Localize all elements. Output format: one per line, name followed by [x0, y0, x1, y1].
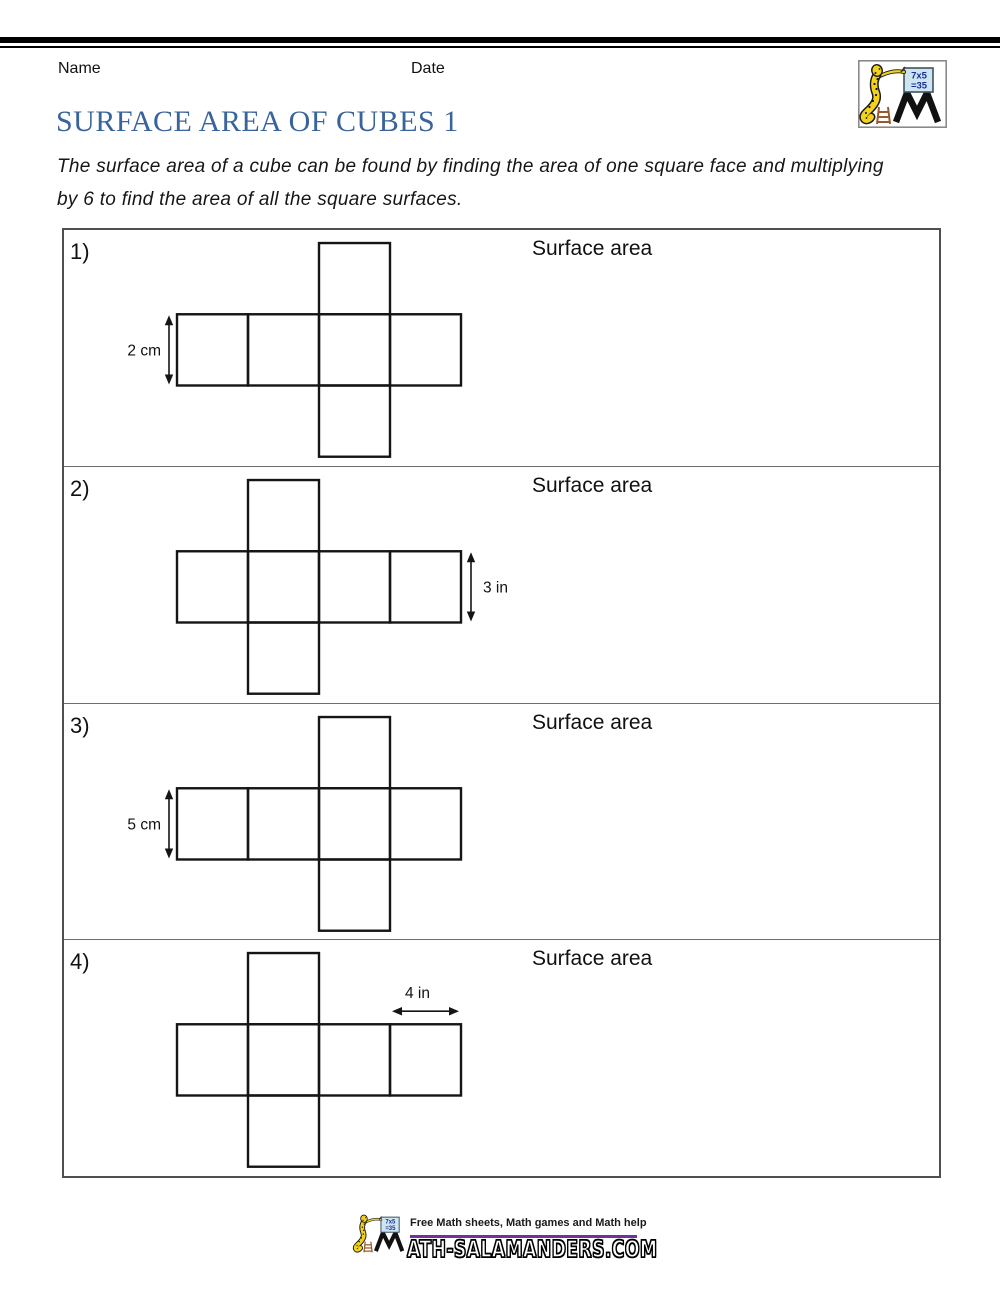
problem-number: 4) [70, 949, 90, 975]
cube-net-diagram [64, 230, 939, 466]
dimension-arrow-head [165, 374, 173, 384]
instructions [57, 150, 947, 216]
dimension-arrow-head [165, 315, 173, 325]
net-square [319, 859, 390, 930]
top-rule-thick [0, 37, 1000, 43]
problem-row-3 [64, 703, 939, 940]
net-square [319, 243, 390, 314]
net-square [177, 314, 248, 385]
footer-tagline: Free Math sheets, Math games and Math help [410, 1217, 647, 1229]
worksheet-table [62, 228, 941, 1178]
date-label: Date [411, 60, 445, 77]
net-square [248, 314, 319, 385]
dimension-label: 2 cm [127, 342, 161, 360]
problem-row-4 [64, 939, 939, 1176]
net-square [319, 788, 390, 859]
net-square [248, 953, 319, 1024]
footer-wordmark: ATH-SALAMANDERS.COM [407, 1237, 658, 1263]
dimension-label: 4 in [405, 985, 430, 1003]
dimension-arrow-head [165, 789, 173, 799]
dimension-arrow-head [165, 848, 173, 858]
instructions-line1: The surface area of a cube can be found by finding the area of one square face and multiplying [57, 156, 884, 177]
board-equation-line1: 7x5 [911, 70, 927, 82]
net-square [248, 622, 319, 693]
page-title: SURFACE AREA OF CUBES 1 [56, 105, 459, 138]
cube-net-diagram [64, 940, 939, 1176]
surface-area-label: Surface area [532, 473, 653, 497]
net-square [248, 551, 319, 622]
dimension-label: 3 in [483, 579, 508, 597]
net-square [177, 1025, 248, 1096]
net-square [390, 1025, 461, 1096]
net-square [177, 788, 248, 859]
math-salamanders-logo [858, 60, 947, 128]
net-square [248, 1025, 319, 1096]
problem-row-1 [64, 230, 939, 466]
surface-area-label: Surface area [532, 237, 653, 260]
net-square [248, 1096, 319, 1167]
board-equation-line2: =35 [910, 80, 928, 92]
net-square [319, 551, 390, 622]
net-square [319, 717, 390, 788]
instructions-line2: by 6 to find the area of all the square surfaces. [57, 189, 463, 210]
net-square [248, 480, 319, 551]
footer-logo [352, 1212, 408, 1255]
net-square [390, 551, 461, 622]
net-square [390, 314, 461, 385]
dimension-label: 5 cm [127, 815, 161, 833]
net-square [319, 1025, 390, 1096]
cube-net-diagram [64, 704, 939, 940]
surface-area-label: Surface area [532, 947, 653, 971]
dimension-arrow-head [467, 552, 475, 562]
name-label: Name [58, 60, 101, 77]
problem-number: 2) [70, 475, 90, 501]
top-rule-thin [0, 46, 1000, 48]
net-square [248, 788, 319, 859]
cube-net-diagram [64, 467, 939, 703]
net-square [319, 314, 390, 385]
surface-area-label: Surface area [532, 710, 653, 734]
problem-number: 1) [70, 239, 90, 264]
dimension-arrow-head [449, 1007, 459, 1015]
problem-row-2 [64, 466, 939, 703]
dimension-arrow-head [392, 1007, 402, 1015]
problem-number: 3) [70, 712, 90, 738]
dimension-arrow-head [467, 611, 475, 621]
net-square [177, 551, 248, 622]
net-square [390, 788, 461, 859]
net-square [319, 385, 390, 456]
